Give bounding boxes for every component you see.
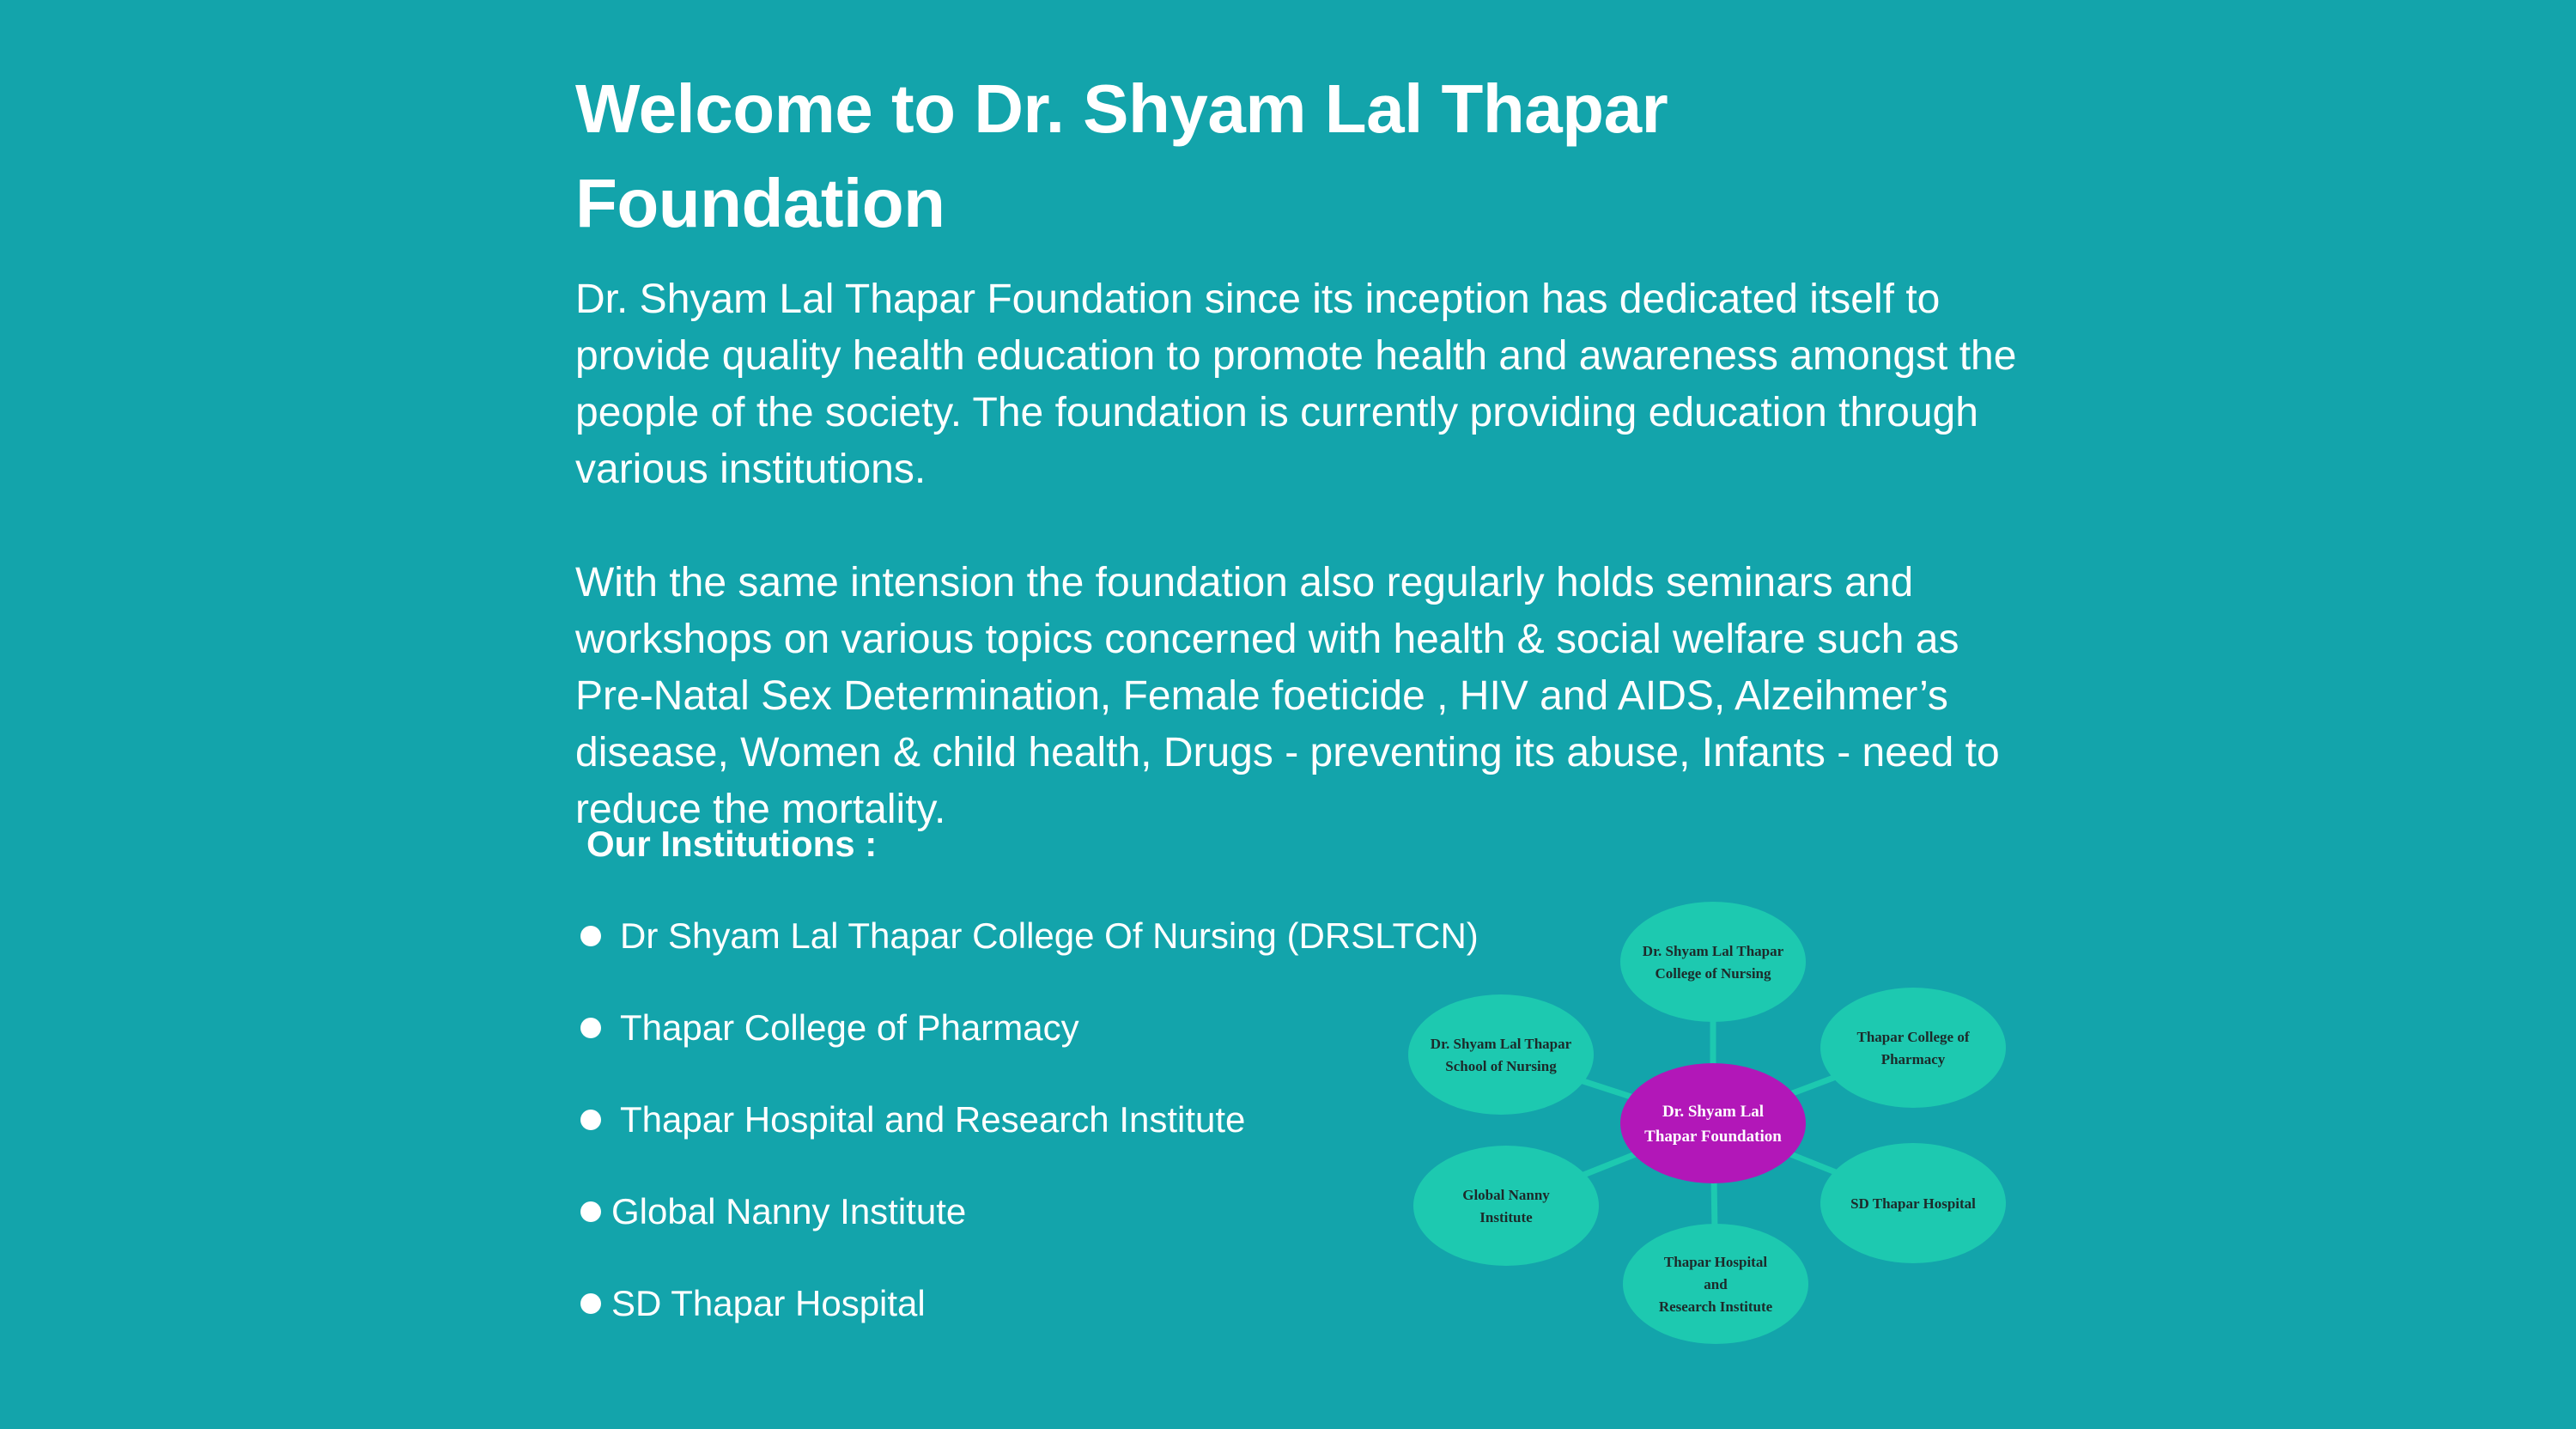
page-title: Welcome to Dr. Shyam Lal Thapar Foundation — [575, 70, 1668, 241]
node-label-line: School of Nursing — [1445, 1057, 1557, 1074]
node-college-of-pharmacy — [1820, 988, 2006, 1108]
node-ellipse — [1408, 994, 1594, 1115]
bullet-icon — [580, 1293, 601, 1314]
seminars-paragraph: With the same intension the foundation also regularly holds seminars and workshops on various topics concerned with health & social welfare such as Pre-Natal Sex Determination, Female foeticide , HIV and AIDS, Alzeihmer’s disease, Women & child health, Drugs - preventing its abuse, Infants - need to reduce the mortality. — [575, 560, 2000, 832]
node-ellipse — [1820, 988, 2006, 1108]
node-foundation-center — [1620, 1063, 1806, 1183]
list-item — [580, 1094, 1479, 1186]
node-label-line: Research Institute — [1658, 1298, 1773, 1315]
institutions-list — [580, 910, 1479, 1370]
node-sd-thapar-hospital — [1820, 1143, 2006, 1263]
bullet-icon — [580, 1018, 601, 1038]
institutions-heading: Our Institutions : — [586, 824, 878, 864]
node-school-of-nursing — [1408, 994, 1594, 1115]
institution-name: Global Nanny Institute — [611, 1191, 967, 1231]
node-hospital-research-institute — [1623, 1224, 1808, 1344]
node-label-line: Thapar College of — [1856, 1028, 1970, 1045]
node-label-line: Global Nanny — [1462, 1186, 1550, 1203]
intro-paragraph: Dr. Shyam Lal Thapar Foundation since its inception has dedicated itself to provide quality health education to promote health and awareness amongst the people of the society. The foundation is currently providing education through various institutions. — [575, 277, 2017, 492]
node-global-nanny-institute — [1413, 1146, 1599, 1266]
diagram-nodes — [1408, 902, 2006, 1344]
node-label-line: Pharmacy — [1880, 1050, 1946, 1067]
center-label-line: Dr. Shyam Lal — [1662, 1103, 1765, 1122]
bullet-icon — [580, 1201, 601, 1222]
institutions-diagram — [1400, 897, 2018, 1353]
node-label-line: Dr. Shyam Lal Thapar — [1430, 1035, 1572, 1052]
institution-name: Thapar College of Pharmacy — [620, 1007, 1079, 1048]
list-item — [580, 1002, 1479, 1094]
node-label-line: College of Nursing — [1655, 964, 1771, 982]
node-label-line: Institute — [1479, 1208, 1533, 1225]
node-label-line: and — [1704, 1275, 1728, 1292]
node-label-line: Dr. Shyam Lal Thapar — [1642, 942, 1784, 959]
institution-name: SD Thapar Hospital — [611, 1283, 926, 1323]
institution-name: Dr Shyam Lal Thapar College Of Nursing (DRSLTCN) — [620, 915, 1479, 956]
node-label-line: SD Thapar Hospital — [1850, 1195, 1976, 1212]
bullet-icon — [580, 926, 601, 946]
node-label-line: Thapar Hospital — [1663, 1253, 1768, 1270]
main-content — [575, 62, 2035, 838]
node-ellipse — [1620, 902, 1806, 1022]
node-ellipse — [1413, 1146, 1599, 1266]
list-item — [580, 1186, 1479, 1278]
list-item — [580, 910, 1479, 1002]
center-ellipse — [1620, 1063, 1806, 1183]
list-item — [580, 1278, 1479, 1370]
center-label-line: Thapar Foundation — [1644, 1128, 1782, 1146]
node-college-of-nursing — [1620, 902, 1806, 1022]
bullet-icon — [580, 1110, 601, 1130]
institution-name: Thapar Hospital and Research Institute — [620, 1099, 1246, 1140]
